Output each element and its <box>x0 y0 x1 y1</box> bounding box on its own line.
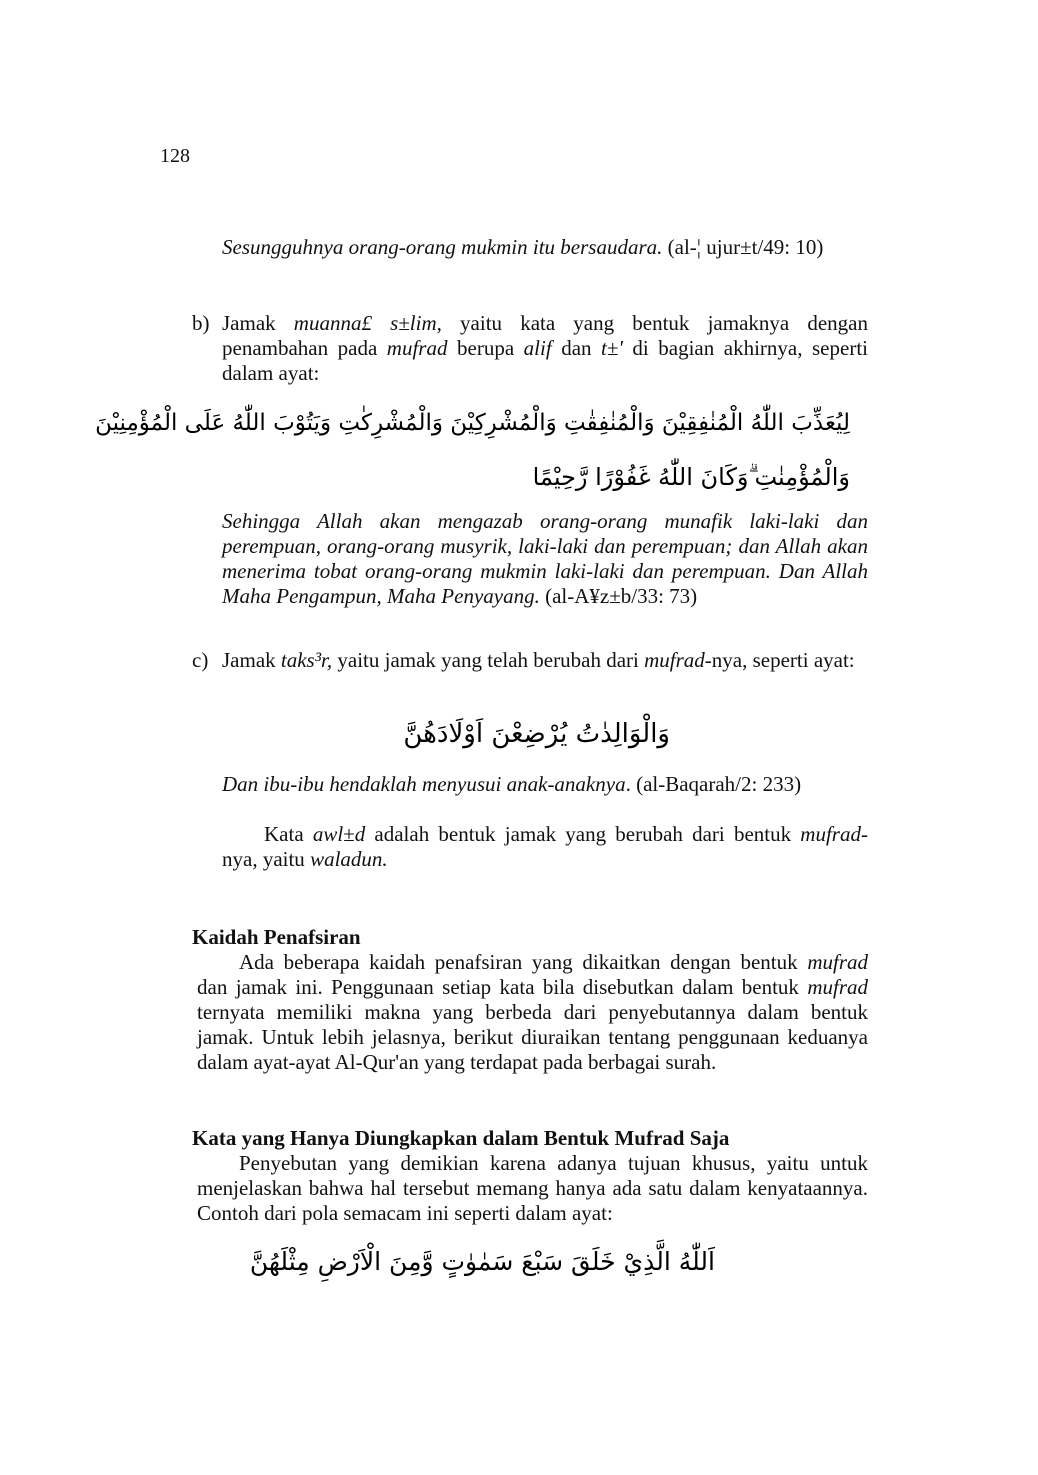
item-b-text-5: di bagian akhirnya, seperti dalam ayat: <box>222 336 868 385</box>
item-b-term-ta: t±' <box>601 336 623 360</box>
section-kaidah-text-1: Ada beberapa kaidah penafsiran yang dikaitkan dengan bentuk <box>239 950 808 974</box>
section-heading-kaidah: Kaidah Penafsiran <box>192 925 361 949</box>
translation-c-citation: . (al-Baqarah/2: 233) <box>625 772 802 796</box>
section-mufrad-paragraph: Penyebutan yang demikian karena adanya tujuan khusus, yaitu untuk menjelaskan bahwa hal tersebut memang hanya ada satu dalam kenyataannya. Contoh dari pola semacam ini seperti dalam ayat: <box>197 1151 868 1225</box>
section-kaidah-text-3: ternyata memiliki makna yang berbeda dari penyebutannya dalam bentuk jamak. Untuk lebih jelasnya, berikut diuraikan tentang penggunaan keduanya dalam ayat-ayat Al-Qur'an yang terdapat pada berbagai surah. <box>197 1000 868 1074</box>
list-label-c: c) <box>192 648 209 672</box>
intro-quote <box>222 235 868 260</box>
arabic-verse-b-line2: وَالْمُؤْمِنٰتِ ۗوَكَانَ اللّٰهُ غَفُوْرًا رَّحِيْمًا <box>532 463 850 491</box>
note-c-text-2: adalah bentuk jamak yang berubah dari bentuk <box>365 822 801 846</box>
item-b-text-3: berupa <box>447 336 524 360</box>
item-c-term-taksir: taks³r, <box>280 648 333 672</box>
section-heading-mufrad-saja: Kata yang Hanya Diungkapkan dalam Bentuk Mufrad Saja <box>192 1126 730 1150</box>
note-c-term-awlad: awl±d <box>312 822 366 846</box>
intro-quote-citation: (al-¦ ujur±t/49: 10) <box>667 235 824 259</box>
list-label-b: b) <box>192 311 210 335</box>
translation-b-citation: (al-A¥z±b/33: 73) <box>539 584 698 608</box>
item-c-text-2: yaitu jamak yang telah berubah dari <box>332 648 645 672</box>
translation-c-text: Dan ibu-ibu hendaklah menyusui anak-anaknya <box>222 772 626 796</box>
translation-b-text: Sehingga Allah akan mengazab orang-orang munafik laki-laki dan perempuan, orang-orang musyrik, laki-laki dan perempuan; dan Allah akan menerima tobat orang-orang mukmin laki-laki dan perempuan. Dan Allah Maha Pengampun, Maha Penyayang. <box>222 509 868 608</box>
item-c-text-1: Jamak <box>222 648 281 672</box>
arabic-verse-b-line1: لِيُعَذِّبَ اللّٰهُ الْمُنٰفِقِيْنَ وَالْمُنٰفِقٰتِ وَالْمُشْرِكِيْنَ وَالْمُشْرِكٰتِ وَيَتُوْبَ اللّٰهُ عَلَى الْمُؤْمِنِيْنَ <box>95 410 850 436</box>
intro-quote-text: Sesungguhnya orang-orang mukmin itu bersaudara. <box>222 235 663 259</box>
list-body-b <box>222 311 868 386</box>
item-b-term-alif: alif <box>523 336 552 360</box>
item-b-text-2: yaitu kata yang bentuk jamaknya dengan penambahan pada <box>222 311 868 360</box>
item-c-text-3: -nya, seperti ayat: <box>704 648 855 672</box>
note-c-term-waladun: waladun. <box>310 847 388 871</box>
section-kaidah-text-2: dan jamak ini. Penggunaan setiap kata bila disebutkan dalam bentuk <box>197 975 808 999</box>
list-body-c <box>222 648 868 673</box>
section-kaidah-term-2: mufrad <box>807 975 868 999</box>
item-b-term-muannats: muanna£ s±lim, <box>293 311 442 335</box>
note-c-term-mufrad: mufrad <box>800 822 861 846</box>
page-number: 128 <box>160 145 190 167</box>
section-kaidah-term-1: mufrad <box>807 950 868 974</box>
item-b-text-1: Jamak <box>222 311 294 335</box>
translation-b <box>222 509 868 609</box>
item-b-text-4: dan <box>551 336 602 360</box>
item-c-term-mufrad: mufrad <box>644 648 705 672</box>
item-b-term-mufrad: mufrad <box>386 336 448 360</box>
arabic-verse-c: وَالْوَالِدٰتُ يُرْضِعْنَ اَوْلَادَهُنَّ <box>403 719 670 749</box>
note-c <box>222 822 868 872</box>
section-kaidah-paragraph <box>197 950 868 1075</box>
note-c-text-1: Kata <box>264 822 313 846</box>
note-c-text-3: -nya, yaitu <box>222 822 868 871</box>
arabic-verse-section2: اَللّٰهُ الَّذِيْ خَلَقَ سَبْعَ سَمٰوٰتٍ وَّمِنَ الْاَرْضِ مِثْلَهُنَّ <box>249 1247 715 1276</box>
translation-c <box>222 772 868 797</box>
